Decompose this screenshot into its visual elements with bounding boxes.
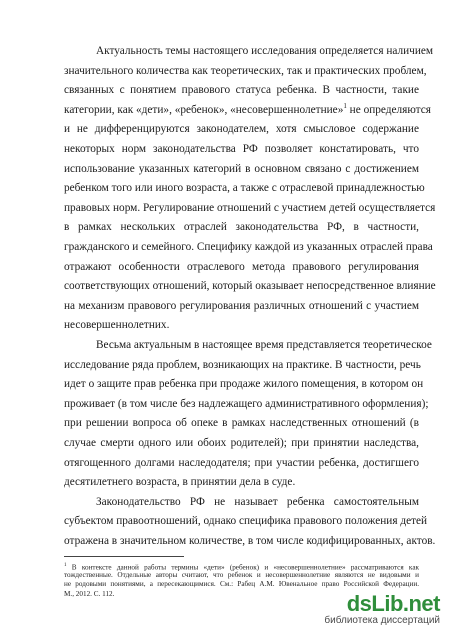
text-line: десятилетнего возраста, в принятии дела в суде.: [64, 476, 296, 489]
text-line: субъектом правоотношений, однако специфика правового положения детей: [64, 515, 428, 528]
text-line: ребенком того или иного возраста, а также с отраслевой принадлежностью: [64, 182, 425, 195]
text-line: связанных с понятием правового статуса ребенка. В частности, такие: [64, 84, 419, 97]
text-line: использование указанных категорий в основном связано с достижением: [64, 162, 419, 175]
text-line: отражена в значительном количестве, в том числе кодифицированных, актов.: [64, 535, 436, 547]
text-line: категории, как «дети», «ребенок», «несовершеннолетние»$^1$ не определяются: [64, 102, 431, 116]
text-line: Весьма актуальным в настоящее время представляется теоретическое: [96, 339, 432, 351]
text-line: случае смерти одного или обоих родителей); при принятии наследства,: [64, 437, 419, 449]
footnote-ref[interactable]: 1: [343, 102, 347, 111]
text-line: некоторых норм законодательства РФ позволяет констатировать, что: [64, 143, 419, 155]
text-line: исследование ряда проблем, возникающих на практике. В частности, речь: [64, 358, 421, 371]
text-line: Актуальность темы настоящего исследования определяется наличием: [96, 45, 434, 57]
text-line: отягощенного долгами наследодателя; при участии ребенка, достигшего: [64, 456, 419, 469]
text-line: идет о защите прав ребенка при продаже жилого помещения, в котором он: [64, 378, 424, 391]
text-line: значительного количества как теоретических, так и практических проблем,: [64, 64, 427, 77]
footnote-line: не родовыми понятиями, а пересекающимися. См.: Рабец А.М. Ювенальное право Российской Федерации.: [64, 580, 419, 588]
watermark-subtitle: библиотека диссертаций: [324, 615, 440, 626]
line-tail: не определяются: [346, 103, 431, 116]
text-line: проживает (в том числе без надлежащего административного оформления);: [64, 397, 429, 410]
footnote-line: М., 2012. С. 112.: [64, 589, 115, 598]
footnote-divider: [64, 556, 184, 557]
text-line: соответствующих отношений, который оказывает непосредственное влияние: [64, 280, 436, 293]
footnote-line: тождественные. Отдельные авторы считают, что ребенок и несовершеннолетние являются не видовыми и: [64, 570, 419, 579]
text-line: гражданского и семейного. Специфику каждой из указанных отраслей права: [64, 241, 433, 253]
text-line: Законодательство РФ не называет ребенка самостоятельным: [96, 495, 419, 508]
text-line: отражают особенности отраслевого метода правового регулирования: [64, 260, 419, 273]
text-line: при решении вопроса об опеке в рамках наследственных отношений (в: [64, 417, 419, 430]
watermark[interactable]: [320, 593, 440, 629]
watermark-logo: dsLib.net: [346, 591, 440, 616]
footnote-text: В контексте данной работы термины «дети» (ребенок) и «несовершеннолетние» рассматриваются как: [66, 563, 419, 572]
text-line: в рамках нескольких отраслей законодательства РФ, в частности,: [64, 221, 419, 234]
footnote-marker: 1: [64, 563, 67, 568]
text-line: и не дифференцируются законодателем, хотя смысловое содержание: [64, 123, 419, 136]
text-line: на механизм правового регулирования различных отношений с участием: [64, 299, 419, 312]
text-line: правовых норм. Регулирование отношений с участием детей осуществляется: [64, 201, 436, 214]
text-line: несовершеннолетних.: [64, 319, 170, 332]
